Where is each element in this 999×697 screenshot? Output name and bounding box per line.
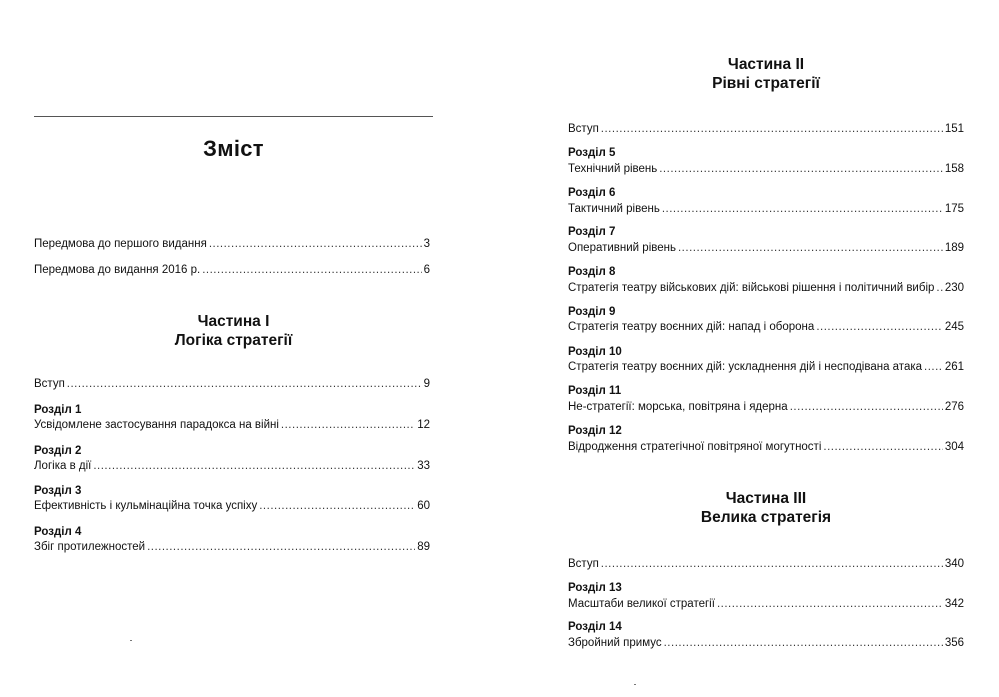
entry-title: Передмова до першого видання [34, 238, 207, 250]
entry-title: Вступ [34, 378, 65, 390]
entry-page: 340 [944, 558, 964, 570]
leader-dots [67, 377, 422, 391]
entry-title: Стратегія театру воєнних дій: ускладнення дій і несподівана атака [568, 361, 923, 373]
part-name: Велика стратегія [700, 509, 832, 526]
leader-dots [147, 540, 415, 554]
entry-page: 276 [944, 401, 964, 413]
toc-entry-section-6 [568, 202, 964, 216]
entry-page: 342 [944, 598, 964, 610]
part-1-heading [34, 312, 433, 350]
toc-entry-section-2 [34, 459, 430, 473]
entry-title: Оперативний рівень [568, 242, 676, 254]
toc-entry-preface-2016 [34, 263, 430, 277]
leader-dots [659, 162, 943, 176]
entry-page: 151 [944, 123, 964, 135]
entry-page: 175 [944, 203, 964, 215]
section-label: Розділ 3 [34, 485, 82, 497]
contents-title: Зміст [203, 136, 264, 161]
entry-page: 33 [417, 460, 430, 472]
toc-entry-section-3 [34, 499, 430, 513]
section-label: Розділ 14 [568, 621, 622, 633]
part-number: Частина I [197, 313, 270, 330]
section-label: Розділ 5 [568, 147, 616, 159]
toc-entry-section-11 [568, 400, 964, 414]
part-name: Логіка стратегії [174, 332, 293, 349]
leader-dots [664, 636, 943, 650]
section-label: Розділ 11 [568, 385, 622, 397]
section-label: Розділ 7 [568, 226, 616, 238]
toc-entry-section-7 [568, 241, 964, 255]
section-label: Розділ 13 [568, 582, 622, 594]
toc-entry-section-5 [568, 162, 964, 176]
toc-entry-section-8 [568, 281, 964, 295]
section-label: Розділ 10 [568, 346, 622, 358]
leader-dots [93, 459, 415, 473]
entry-page: 261 [944, 361, 964, 373]
entry-page: 356 [944, 637, 964, 649]
leader-dots [823, 440, 942, 454]
leader-dots [678, 241, 943, 255]
entry-page: 158 [944, 163, 964, 175]
entry-page: 230 [944, 282, 964, 294]
entry-title: Ефективність і кульмінаційна точка успіху [34, 500, 258, 512]
part-number: Частина II [727, 56, 805, 73]
part-number: Частина III [725, 490, 807, 507]
leader-dots [281, 418, 415, 432]
entry-title: Тактичний рівень [568, 203, 660, 215]
part-name: Рівні стратегії [712, 75, 820, 92]
leader-dots [601, 122, 943, 136]
entry-page: 304 [944, 441, 964, 453]
entry-page: 6 [423, 264, 430, 276]
entry-title: Відродження стратегічної повітряної могутності [568, 441, 822, 453]
leader-dots [662, 202, 943, 216]
entry-title: Вступ [568, 558, 599, 570]
leader-dots [717, 597, 943, 611]
part-2-heading [566, 55, 966, 93]
entry-title: Передмова до видання 2016 р. [34, 264, 201, 276]
part-3-heading [566, 489, 966, 527]
entry-title: Не-стратегії: морська, повітряна і ядерна [568, 401, 788, 413]
entry-page: 245 [944, 321, 964, 333]
toc-entry-part2-intro [568, 122, 964, 136]
toc-entry-section-13 [568, 597, 964, 611]
entry-title: Усвідомлене застосування парадокса на війні [34, 419, 279, 431]
section-label: Розділ 6 [568, 187, 616, 199]
leader-dots [816, 320, 943, 334]
entry-page: 3 [423, 238, 430, 250]
toc-entry-section-1 [34, 418, 430, 432]
leader-dots [259, 499, 415, 513]
entry-page: 189 [944, 242, 964, 254]
section-label: Розділ 12 [568, 425, 622, 437]
entry-page: 89 [417, 541, 430, 553]
header-rule [34, 116, 433, 117]
entry-page: 9 [423, 378, 430, 390]
toc-entry-section-12 [568, 440, 964, 454]
entry-title: Логіка в дії [34, 460, 92, 472]
toc-entry-section-14 [568, 636, 964, 650]
entry-title: Збройний примус [568, 637, 662, 649]
toc-entry-preface-first [34, 237, 430, 251]
leader-dots [924, 360, 943, 374]
right-page [500, 0, 999, 697]
section-label: Розділ 9 [568, 306, 616, 318]
toc-entry-part1-intro [34, 377, 430, 391]
entry-page: 12 [417, 419, 430, 431]
section-label: Розділ 1 [34, 404, 82, 416]
entry-title: Стратегія театру воєнних дій: напад і оборона [568, 321, 815, 333]
paper-speck [130, 640, 132, 641]
toc-entry-section-4 [34, 540, 430, 554]
section-label: Розділ 2 [34, 445, 82, 457]
leader-dots [209, 237, 422, 251]
section-label: Розділ 4 [34, 526, 82, 538]
toc-entry-part3-intro [568, 557, 964, 571]
entry-title: Масштаби великої стратегії [568, 598, 715, 610]
leader-dots [936, 281, 942, 295]
entry-title: Стратегія театру військових дій: військові рішення і політичний вибір [568, 282, 935, 294]
entry-title: Збіг протилежностей [34, 541, 146, 553]
leader-dots [790, 400, 943, 414]
entry-title: Вступ [568, 123, 599, 135]
leader-dots [601, 557, 943, 571]
entry-title: Технічний рівень [568, 163, 658, 175]
section-label: Розділ 8 [568, 266, 616, 278]
leader-dots [202, 263, 421, 277]
toc-entry-section-10 [568, 360, 964, 374]
entry-page: 60 [417, 500, 430, 512]
paper-speck [634, 684, 636, 685]
toc-entry-section-9 [568, 320, 964, 334]
